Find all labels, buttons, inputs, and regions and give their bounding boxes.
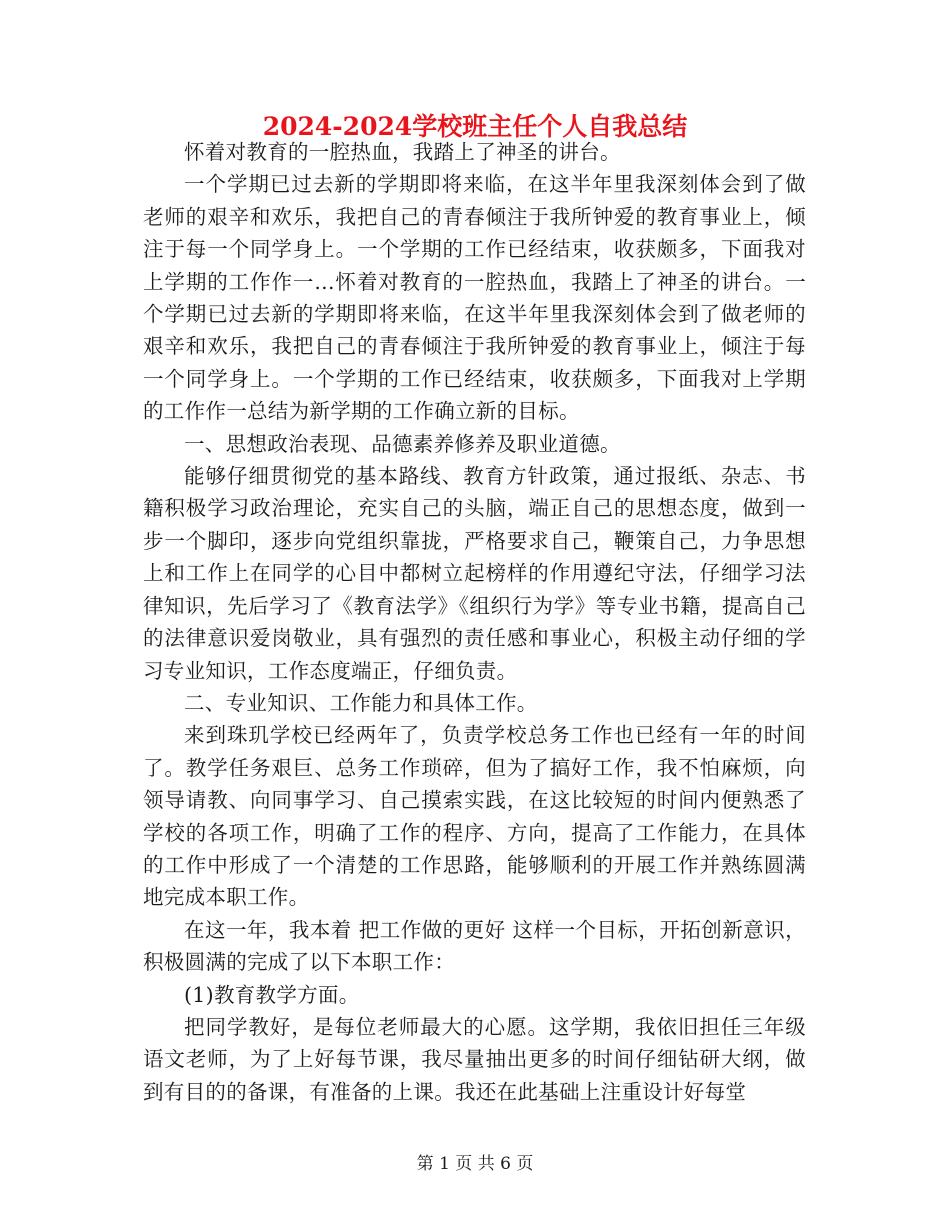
- page-number-footer: 第 1 页 共 6 页: [416, 1154, 534, 1174]
- section-heading-2: 二、专业知识、工作能力和具体工作。: [184, 690, 538, 715]
- paragraph-overview: 一个学期已过去新的学期即将来临，在这半年里我深刻体会到了做老师的艰辛和欢乐，我把自己的青春倾注于我所钟爱的教育事业上，倾注于每一个同学身上。一个学期的工作已经结束，收获颇多，下面我对上学期的工作作一...怀着对教育的一腔热血，我踏上了神圣的讲台。一个学期已过去新的学期即将来临，在这半年里我深刻体会到了做老师的艰辛和欢乐，我把自己的青春倾注于我所钟爱的教育事业上，倾注于每一个同学身上。一个学期的工作已经结束，收获颇多，下面我对上学期的工作作一总结为新学期的工作确立新的目标。: [143, 172, 806, 424]
- document-body: [143, 136, 806, 1108]
- paragraph-intro: 怀着对教育的一腔热血，我踏上了神圣的讲台。: [184, 140, 621, 164]
- paragraph-work: 来到珠玑学校已经两年了，负责学校总务工作也已经有一年的时间了。教学任务艰巨、总务工作琐碎，但为了搞好工作，我不怕麻烦，向领导请教、向同事学习、自己摸索实践，在这比较短的时间内便熟悉了学校的各项工作，明确了工作的程序、方向，提高了工作能力，在具体的工作中形成了一个清楚的工作思路，能够顺利的开展工作并熟练圆满地完成本职工作。: [143, 723, 806, 910]
- paragraph-teaching: 把同学教好，是每位老师最大的心愿。这学期，我依旧担任三年级语文老师，为了上好每节课，我尽量抽出更多的时间仔细钻研大纲，做到有目的的备课，有准备的上课。我还在此基础上注重设计好每堂: [143, 1014, 806, 1104]
- subsection-heading-1: (1)教育教学方面。: [184, 982, 360, 1007]
- paragraph-ethics: 能够仔细贯彻党的基本路线、教育方针政策，通过报纸、杂志、书籍积极学习政治理论，充实自己的头脑，端正自己的思想态度，做到一步一个脚印，逐步向党组织靠拢，严格要求自己，鞭策自己，力争思想上和工作上在同学的心目中都树立起榜样的作用遵纪守法，仔细学习法律知识，先后学习了《教育法学》《组织行为学》等专业书籍，提高自己的法律意识爱岗敬业，具有强烈的责任感和事业心，积极主动仔细的学习专业知识，工作态度端正，仔细负责。: [143, 464, 806, 683]
- paragraph-goal: 在这一年，我本着 把工作做的更好 这样一个目标，开拓创新意识，积极圆满的完成了以下本职工作：: [143, 917, 806, 975]
- section-heading-1: 一、思想政治表现、品德素养修养及职业道德。: [184, 431, 621, 456]
- document-title: 2024-2024学校班主任个人自我总结: [262, 112, 688, 141]
